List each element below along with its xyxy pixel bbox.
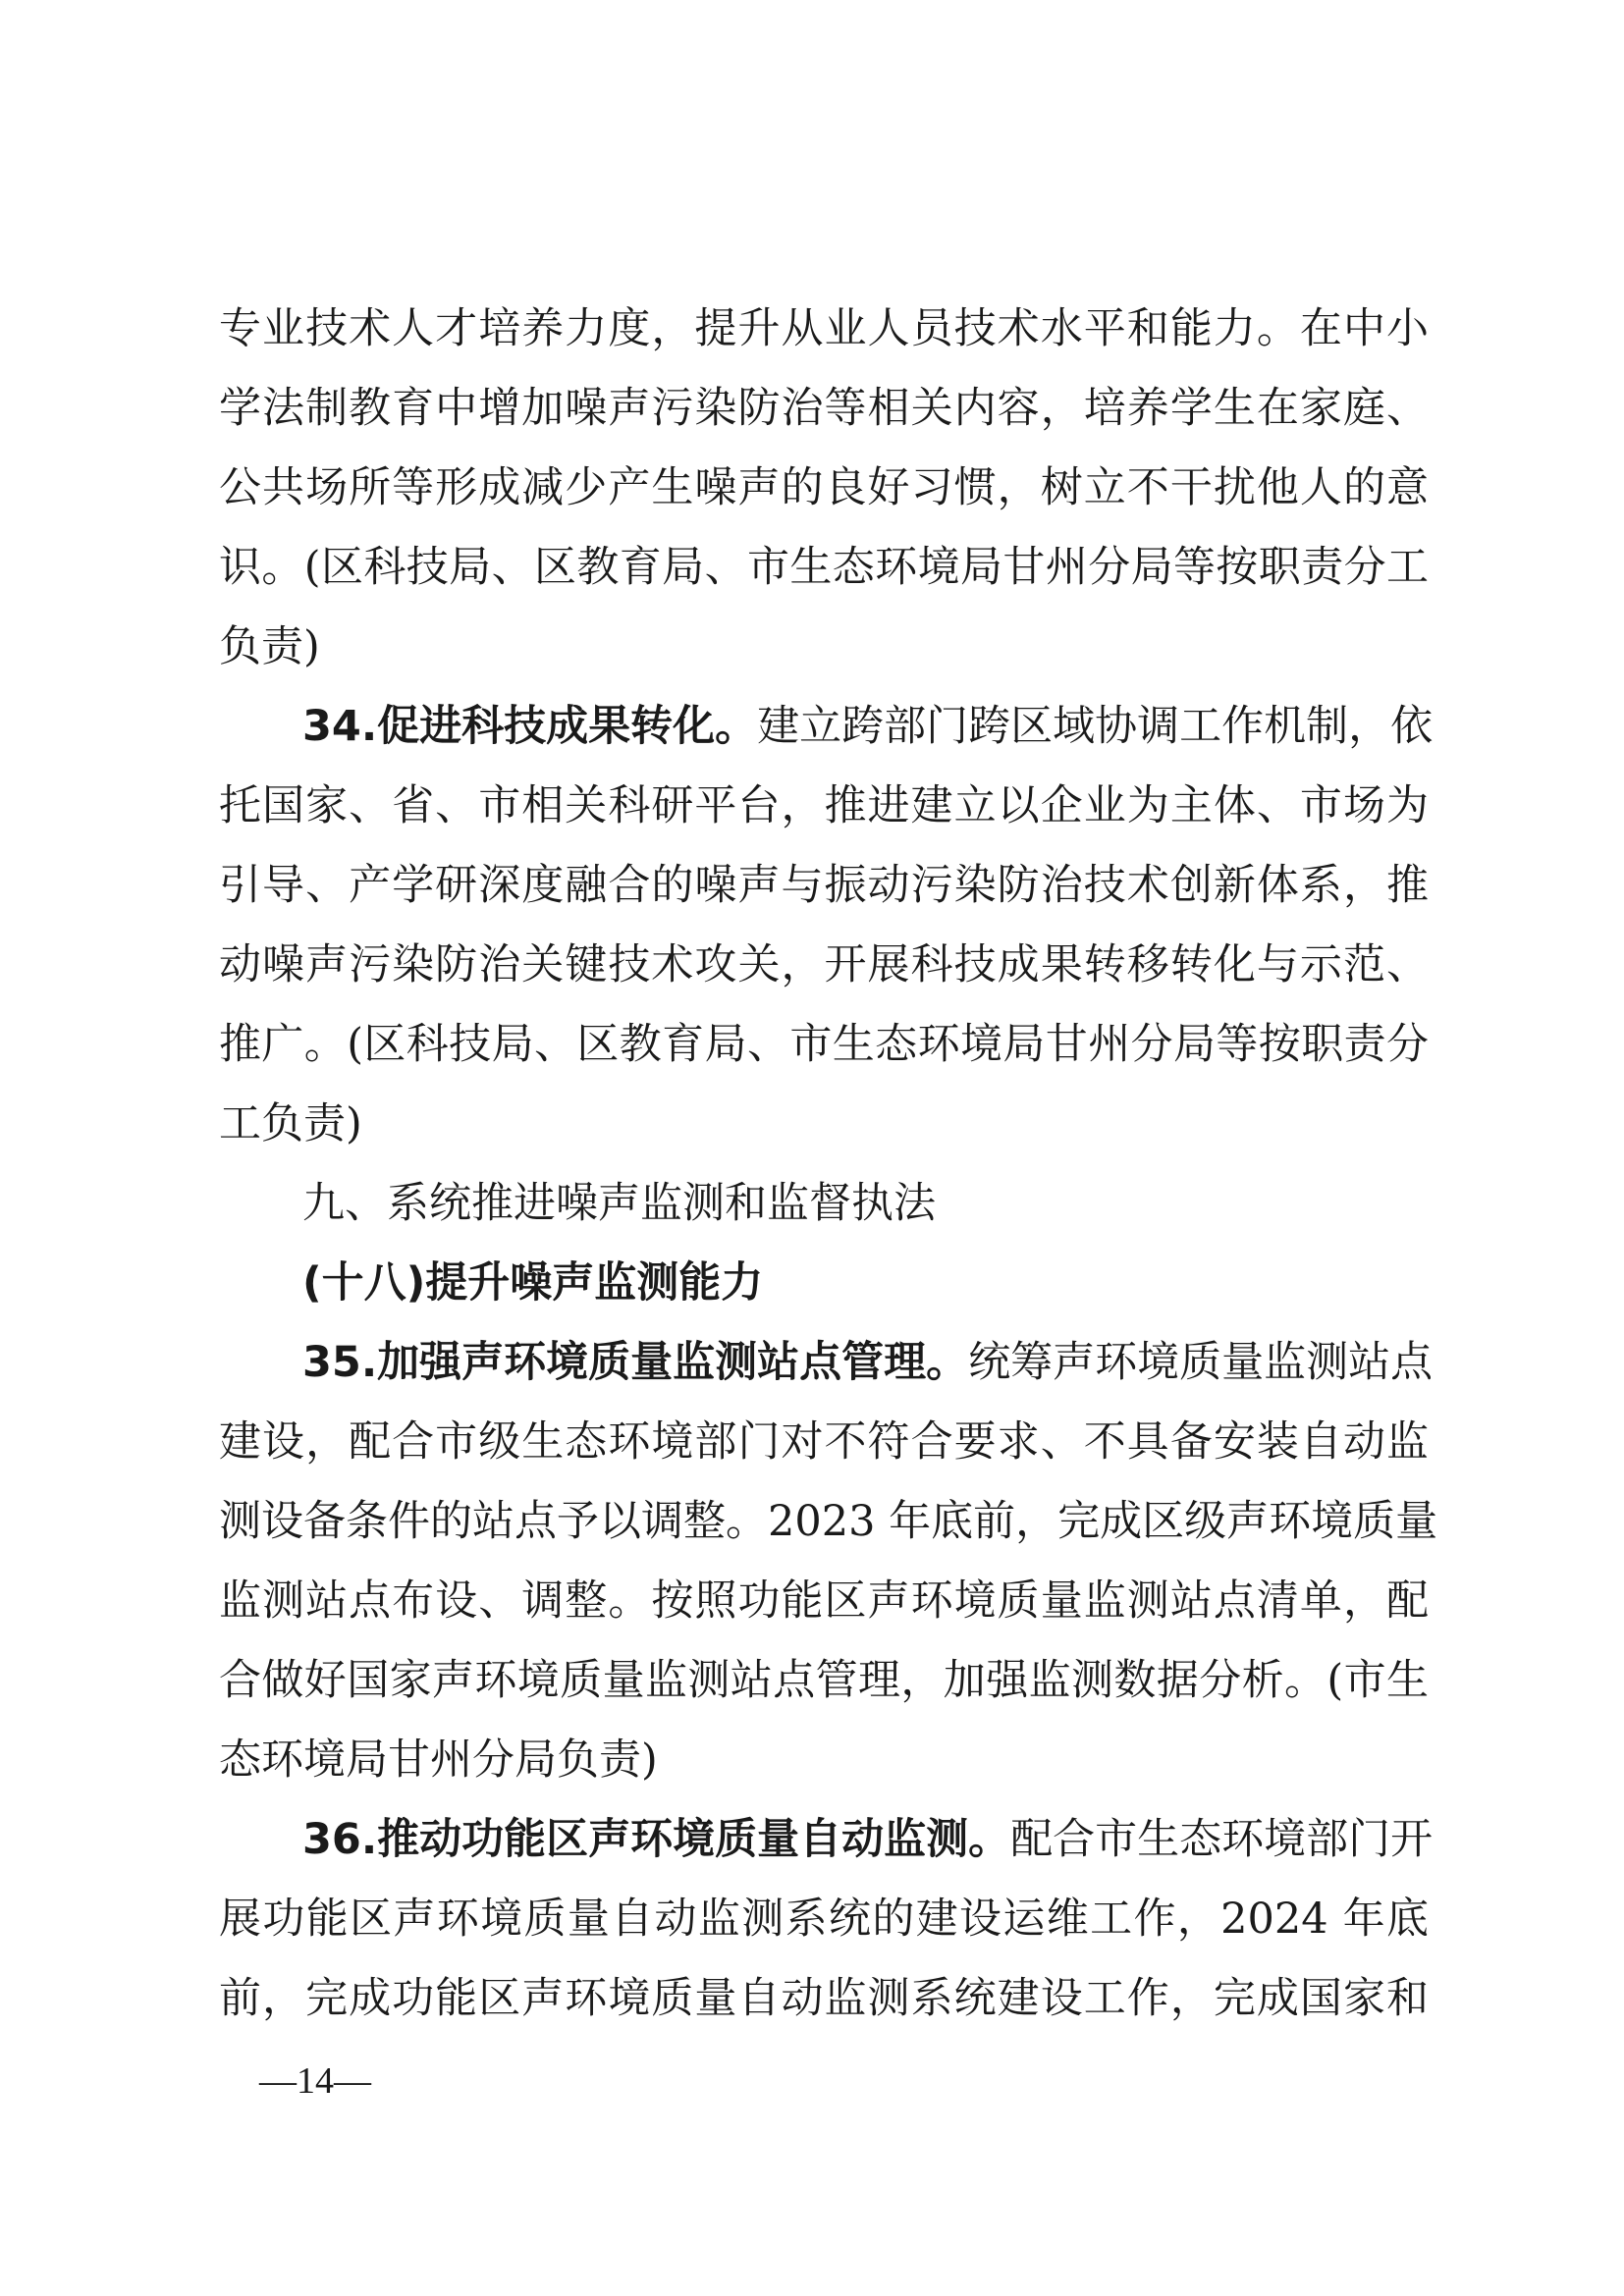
item-34-title: 34.促进科技成果转化。 [302, 702, 758, 751]
paragraph-line: 动噪声污染防治关键技术攻关，开展科技成果转移转化与示范、 [219, 940, 1429, 989]
paragraph-line: 托国家、省、市相关科研平台，推进建立以企业为主体、市场为 [219, 781, 1429, 830]
paragraph-line: 建设，配合市级生态环境部门对不符合要求、不具备安装自动监 [219, 1417, 1429, 1467]
paragraph-line: 学法制教育中增加噪声污染防治等相关内容，培养学生在家庭、 [219, 384, 1429, 433]
paragraph-line: 工负责) [219, 1099, 362, 1148]
paragraph-line: 展功能区声环境质量自动监测系统的建设运维工作，2024 年底 [219, 1895, 1429, 1944]
item-36-text: 配合市生态环境部门开 [1010, 1815, 1434, 1864]
paragraph-line: 合做好国家声环境质量监测站点管理，加强监测数据分析。(市生 [219, 1656, 1429, 1705]
paragraph-line: 引导、产学研深度融合的噪声与振动污染防治技术创新体系，推 [219, 861, 1429, 910]
item-36-title: 36.推动功能区声环境质量自动监测。 [302, 1815, 1011, 1864]
subsection-heading: (十八)提升噪声监测能力 [302, 1258, 764, 1308]
paragraph-line: 负责) [219, 622, 320, 671]
item-35-title: 35.加强声环境质量监测站点管理。 [302, 1338, 969, 1387]
paragraph-line: 态环境局甘州分局负责) [219, 1735, 658, 1785]
paragraph-line: 前，完成功能区声环境质量自动监测系统建设工作，完成国家和 [219, 1974, 1429, 2023]
paragraph-line: 测设备条件的站点予以调整。2023 年底前，完成区级声环境质量 [219, 1497, 1438, 1546]
item-35-text: 统筹声环境质量监测站点 [968, 1338, 1434, 1387]
paragraph-line: 公共场所等形成减少产生噪声的良好习惯，树立不干扰他人的意 [219, 463, 1429, 512]
item-34-first-line [302, 697, 1434, 756]
page-number: —14— [259, 2060, 371, 2102]
paragraph-line: 识。(区科技局、区教育局、市生态环境局甘州分局等按职责分工 [219, 543, 1429, 592]
section-heading: 九、系统推进噪声监测和监督执法 [302, 1179, 936, 1228]
item-36-first-line [302, 1810, 1434, 1869]
paragraph-line: 推广。(区科技局、区教育局、市生态环境局甘州分局等按职责分 [219, 1020, 1429, 1069]
paragraph-line: 专业技术人才培养力度，提升从业人员技术水平和能力。在中小 [219, 304, 1429, 353]
paragraph-line: 监测站点布设、调整。按照功能区声环境质量监测站点清单，配 [219, 1576, 1429, 1626]
item-35-first-line [302, 1333, 1434, 1392]
item-34-text: 建立跨部门跨区域协调工作机制，依 [757, 702, 1434, 751]
